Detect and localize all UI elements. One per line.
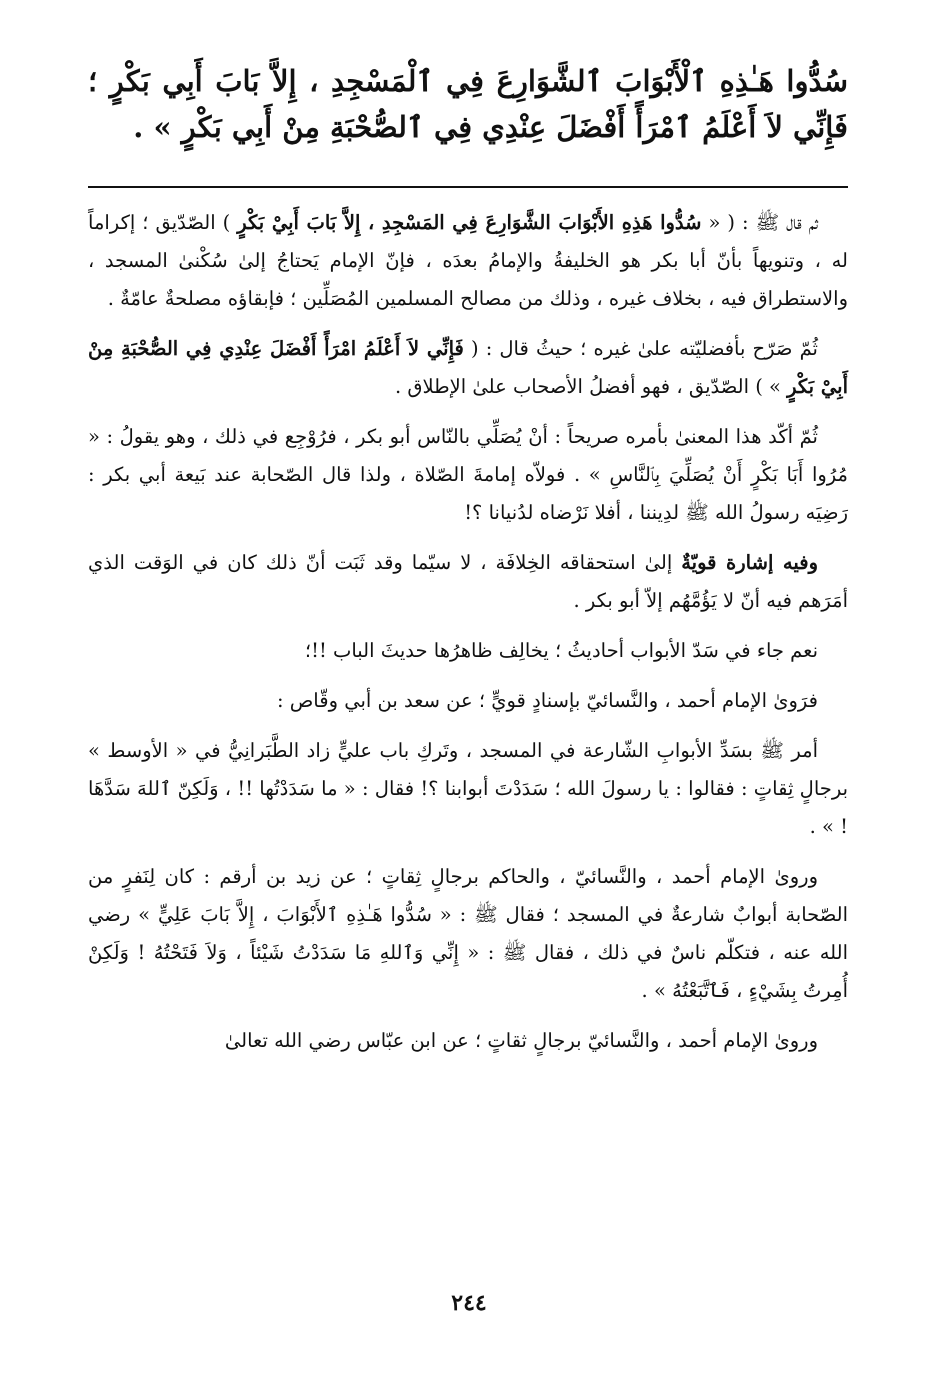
paragraph-2-lead: ثُمّ صَرّح بأفضليّته علىٰ غيره ؛ حيثُ قال : ( xyxy=(463,337,818,360)
paragraph-4-lead: وفيه إشارة قويّةٌ xyxy=(681,551,818,574)
paragraph-8: وروىٰ الإمام أحمد ، والنَّسائيّ ، والحاكم برجالٍ ثِقاتٍ ؛ عن زيد بن أرقم : كان لِنَفرٍ من الصّحابة أبوابٌ شارعةٌ في المسجد ؛ فقال ﷺ : « سُدُّوا هَـٰذِهِ ٱلأَبْوَابَ ، إِلاَّ بَابَ عَلِيٍّ » رضي الله عنه ، فتكلّم ناسٌ في ذلك ، فقال ﷺ : « إِنِّي وَٱللهِ مَا سَدَدْتُ شَيْئاً ، وَلاَ فَتَحْتُهُ ! وَلَكِنْ أُمِرتُ بِشَيْءٍ ، فَٱتَّبَعْتُهُ » . xyxy=(88,865,848,1002)
paragraph-1-quote: سُدُّوا هَذِهِ الأَبْوَابَ الشَّوَارِعَ فِي المَسْجِدِ ، إِلاَّ بَابَ أَبِيْ بَكْرٍ xyxy=(237,211,702,234)
paragraph-6: فرَوىٰ الإمام أحمد ، والنَّسائيّ بإسنادٍ قويٍّ ؛ عن سعد بن أبي وقّاص : xyxy=(276,689,818,712)
paragraph-3: ثُمّ أكّد هذا المعنىٰ بأمره صريحاً : أنْ يُصَلِّي بالنّاس أبو بكر ، فرُوْجِع في ذلك ، وهو يقولُ : « مُرُوا أَبَا بَكْرٍ أَنْ يُصَلِّيَ بِٱلنَّاسِ » . فولاّه إمامةَ الصّلاة ، ولذا قال الصّحابة عند بَيعة أبي بكر : رَضِيَه رسولُ الله ﷺ لدِيننا ، أفلا نَرْضاه لدُنيانا ؟! xyxy=(88,425,848,524)
page-number: ٢٤٤ xyxy=(451,1290,487,1316)
paragraph-4-text: إلىٰ استحقاقه الخِلافَة ، لا سيّما وقد ثَبَت أنّ ذلك كان في الوَقت الذي أمَرَهم فيه أنّ لا يَؤُمَّهُم إلاّ أبو بكر . xyxy=(88,551,848,612)
paragraph-1-text: ) الصّدّيق ؛ إكراماً له ، وتنويهاً بأنّ أبا بكر هو الخليفةُ والإمامُ بعدَه ، فإنّ الإمام يَحتاجُ إلىٰ سُكْنىٰ المسجد ، والاستطراق فيه ، بخلاف غيره ، وذلك من مصالح المسلمين المُصَلِّين ؛ فإبقاؤه مصلحةٌ عامّةٌ . xyxy=(88,211,848,310)
commentary-section xyxy=(88,204,848,1060)
paragraph-4 xyxy=(88,544,848,620)
paragraph-2-quote: فَإِنِّي لاَ أَعْلَمُ امْرَأً أَفْضَلَ عِنْدِي فِي الصُّحْبَةِ مِنْ أَبِيْ بَكْرٍ xyxy=(88,337,848,398)
page-content xyxy=(88,58,848,1072)
paragraph-7: أمر ﷺ بسَدِّ الأبوابِ الشّارعة في المسجد ، وتَركِ باب عليٍّ زاد الطَّبَرانِيُّ في « الأوسط » برجالٍ ثِقاتٍ : فقالوا : يا رسولَ الله ؛ سَدَدْتَ أبوابنا ؟! فقال : « ما سَدَدْتُها !! ، وَلَكِنّ ٱللهَ سَدَّهَا ! » . xyxy=(88,739,848,838)
paragraph-1 xyxy=(88,204,848,318)
paragraph-9: وروىٰ الإمام أحمد ، والنَّسائيّ برجالٍ ثقاتٍ ؛ عن ابن عبّاس رضي الله تعالىٰ xyxy=(224,1029,818,1052)
paragraph-5: نعم جاء في سَدّ الأبواب أحاديثُ ؛ يخالِف ظاهرُها حديثَ الباب !!؛ xyxy=(304,639,818,662)
paragraph-2 xyxy=(88,330,848,406)
footnote-divider xyxy=(88,186,848,188)
paragraph-2-text: » ) الصّدّيق ، فهو أفضلُ الأصحاب علىٰ الإطلاق . xyxy=(394,375,788,398)
paragraph-1-lead: ثم قال ﷺ : ( « xyxy=(701,211,819,234)
top-hadith-text: سُدُّوا هَـٰذِهِ ٱلْأَبْوَابَ ٱلشَّوَارِعَ فِي ٱلْمَسْجِدِ ، إِلاَّ بَابَ أَبِي بَكْرٍ ؛ فَإِنِّي لاَ أَعْلَمُ ٱمْرَأً أَفْضَلَ عِنْدِي فِي ٱلصُّحْبَةِ مِنْ أَبِي بَكْرٍ » . xyxy=(88,64,848,144)
